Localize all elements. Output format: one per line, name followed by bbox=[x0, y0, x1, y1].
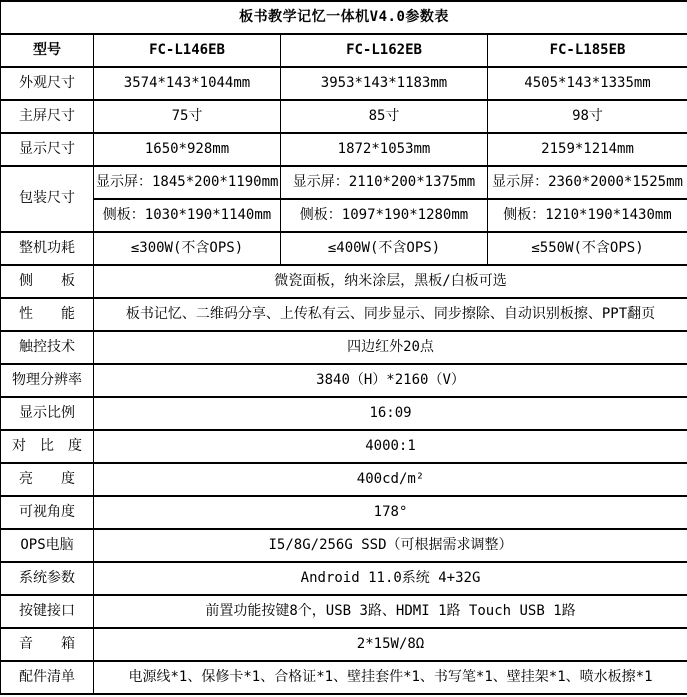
row-resolution bbox=[1, 364, 687, 397]
row-label-features: 性 能 bbox=[1, 298, 94, 331]
row-contrast bbox=[1, 430, 687, 463]
row-label-contrast: 对 比 度 bbox=[1, 430, 94, 463]
cell-power-3: ≤550W(不含OPS) bbox=[488, 232, 687, 265]
row-label-buttons-ports: 按键接口 bbox=[1, 595, 94, 628]
row-speaker bbox=[1, 628, 687, 661]
row-touch-tech bbox=[1, 331, 687, 364]
title-row bbox=[1, 1, 687, 34]
row-label-brightness: 亮 度 bbox=[1, 463, 94, 496]
cell-package-display-3: 显示屏：2360*2000*1525mm bbox=[488, 166, 687, 199]
header-model-1: FC-L146EB bbox=[94, 34, 281, 67]
row-ops-pc bbox=[1, 529, 687, 562]
cell-features: 板书记忆、二维码分享、上传私有云、同步显示、同步擦除、自动识别板擦、PPT翻页 bbox=[94, 298, 687, 331]
row-buttons-ports bbox=[1, 595, 687, 628]
row-label-ops-pc: OPS电脑 bbox=[1, 529, 94, 562]
header-model-2: FC-L162EB bbox=[281, 34, 488, 67]
row-brightness bbox=[1, 463, 687, 496]
cell-display-size-3: 2159*1214mm bbox=[488, 133, 687, 166]
row-aspect-ratio bbox=[1, 397, 687, 430]
cell-brightness: 400cd/m² bbox=[94, 463, 687, 496]
cell-display-size-1: 1650*928mm bbox=[94, 133, 281, 166]
cell-power-2: ≤400W(不含OPS) bbox=[281, 232, 488, 265]
row-label-aspect-ratio: 显示比例 bbox=[1, 397, 94, 430]
cell-package-side-1: 侧板：1030*190*1140mm bbox=[94, 199, 281, 232]
cell-appearance-2: 3953*143*1183mm bbox=[281, 67, 488, 100]
cell-appearance-3: 4505*143*1335mm bbox=[488, 67, 687, 100]
cell-display-size-2: 1872*1053mm bbox=[281, 133, 488, 166]
row-features bbox=[1, 298, 687, 331]
row-package-side bbox=[1, 199, 687, 232]
row-side-panel bbox=[1, 265, 687, 298]
cell-ops-pc: I5/8G/256G SSD（可根据需求调整） bbox=[94, 529, 687, 562]
cell-contrast: 4000:1 bbox=[94, 430, 687, 463]
cell-aspect-ratio: 16:09 bbox=[94, 397, 687, 430]
cell-main-screen-3: 98寸 bbox=[488, 100, 687, 133]
header-model-label: 型号 bbox=[1, 34, 94, 67]
cell-main-screen-1: 75寸 bbox=[94, 100, 281, 133]
cell-system-params: Android 11.0系统 4+32G bbox=[94, 562, 687, 595]
row-display-size bbox=[1, 133, 687, 166]
row-viewing-angle bbox=[1, 496, 687, 529]
cell-package-side-2: 侧板：1097*190*1280mm bbox=[281, 199, 488, 232]
cell-side-panel: 微瓷面板，纳米涂层，黑板/白板可选 bbox=[94, 265, 687, 298]
row-main-screen-size bbox=[1, 100, 687, 133]
row-label-viewing-angle: 可视角度 bbox=[1, 496, 94, 529]
cell-package-display-2: 显示屏：2110*200*1375mm bbox=[281, 166, 488, 199]
cell-main-screen-2: 85寸 bbox=[281, 100, 488, 133]
row-label-main-screen: 主屏尺寸 bbox=[1, 100, 94, 133]
row-package-display bbox=[1, 166, 687, 199]
row-label-resolution: 物理分辨率 bbox=[1, 364, 94, 397]
cell-appearance-1: 3574*143*1044mm bbox=[94, 67, 281, 100]
row-label-display-size: 显示尺寸 bbox=[1, 133, 94, 166]
cell-touch-tech: 四边红外20点 bbox=[94, 331, 687, 364]
row-label-side-panel: 侧 板 bbox=[1, 265, 94, 298]
row-label-system-params: 系统参数 bbox=[1, 562, 94, 595]
row-label-accessories: 配件清单 bbox=[1, 661, 94, 694]
page-title: 板书教学记忆一体机V4.0参数表 bbox=[1, 1, 687, 34]
cell-package-side-3: 侧板：1210*190*1430mm bbox=[488, 199, 687, 232]
cell-accessories: 电源线*1、保修卡*1、合格证*1、壁挂套件*1、书写笔*1、壁挂架*1、喷水板擦*1 bbox=[94, 661, 687, 694]
row-power bbox=[1, 232, 687, 265]
row-label-power: 整机功耗 bbox=[1, 232, 94, 265]
row-label-touch-tech: 触控技术 bbox=[1, 331, 94, 364]
row-system-params bbox=[1, 562, 687, 595]
cell-buttons-ports: 前置功能按键8个，USB 3路、HDMI 1路 Touch USB 1路 bbox=[94, 595, 687, 628]
row-label-appearance: 外观尺寸 bbox=[1, 67, 94, 100]
cell-speaker: 2*15W/8Ω bbox=[94, 628, 687, 661]
cell-power-1: ≤300W(不含OPS) bbox=[94, 232, 281, 265]
cell-package-display-1: 显示屏：1845*200*1190mm bbox=[94, 166, 281, 199]
row-accessories bbox=[1, 661, 687, 694]
header-row bbox=[1, 34, 687, 67]
row-appearance-size bbox=[1, 67, 687, 100]
cell-resolution: 3840（H）*2160（V） bbox=[94, 364, 687, 397]
row-label-package: 包装尺寸 bbox=[1, 166, 94, 232]
row-label-speaker: 音 箱 bbox=[1, 628, 94, 661]
header-model-3: FC-L185EB bbox=[488, 34, 687, 67]
cell-viewing-angle: 178° bbox=[94, 496, 687, 529]
